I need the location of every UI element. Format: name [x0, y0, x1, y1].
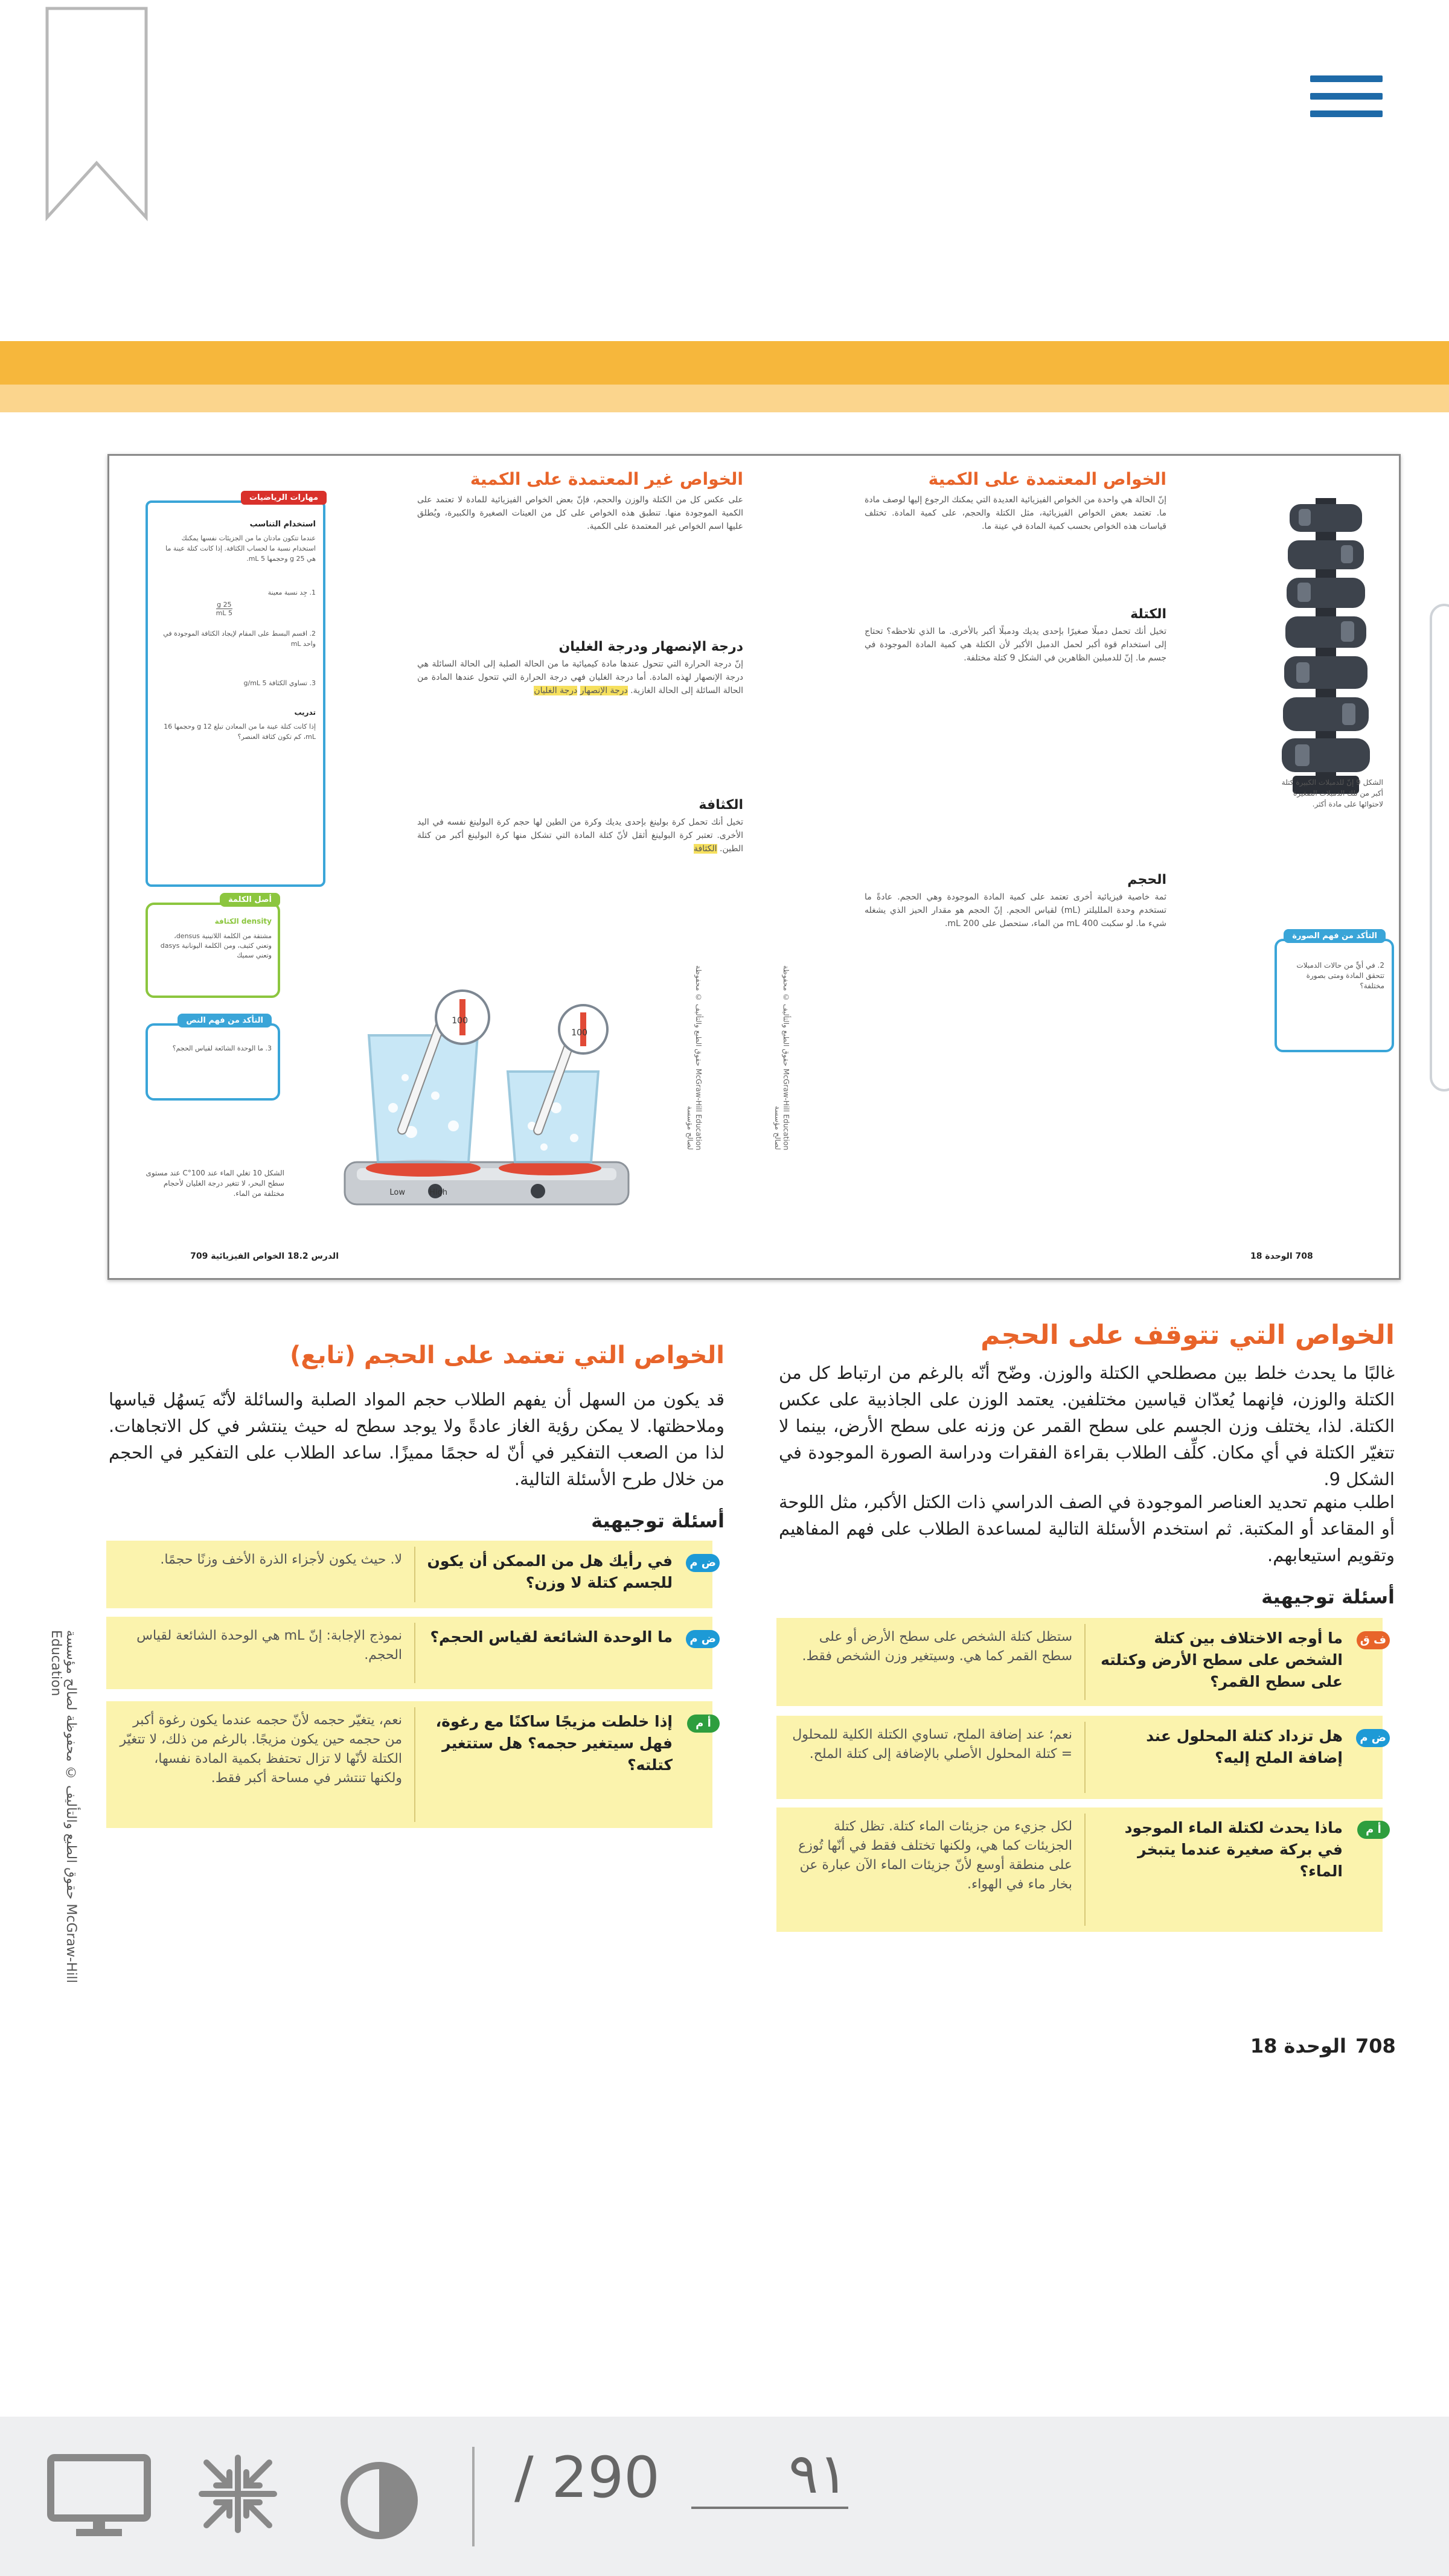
hamburger-menu-icon[interactable] [1310, 75, 1383, 124]
word-origin-box [146, 895, 280, 998]
question-text: ما أوجه الاختلاف بين كتلة الشخص على سطح الأرض وكتلته على سطح القمر؟ [1101, 1629, 1343, 1690]
check-figure-tab: التأكد من فهم الصورة [1284, 929, 1386, 943]
burner-high-label: High [429, 1188, 447, 1197]
melting-text [417, 657, 743, 697]
density-text-body: تخيل أنك تحمل كرة بولينغ بإحدى يديك وكرة من الطين لها حجم كرة البولينغ نفسه في اليد الأخرى. تعتبر كرة البولينغ أثقل لأنّ كتلة المادة التي تشكل منها كرة البولينغ أكبر من كتلة الطين. [417, 817, 743, 854]
boiling-water-illustration [339, 987, 635, 1216]
burner-low-label: Low [389, 1188, 405, 1197]
density-term: الكثافة [693, 844, 717, 854]
collapse-arrows-icon[interactable] [198, 2454, 278, 2534]
copyright-vertical-text: حقوق الطبع والتأليف © محفوظة لصالح مؤسسة McGraw-Hill Education [48, 1630, 78, 1983]
mass-text: تخيل أنك تحمل دمبلًا صغيرًا بإحدى يديك ودمبلًا أكبر بالأخرى. ما الذي تلاحظه؟ تحتاج إلى استخدام قوة أكبر لحمل الدمبل الأكبر لأن الكتلة هي كمية المادة الموجودة في جسم ما. إنّ للدمبلين الظاهرين في الشكل 9 كتلة مختلفة. [865, 627, 1166, 663]
footer-page-number: 708 [1355, 2034, 1396, 2057]
question-level-badge: ض م [686, 1554, 720, 1572]
left-page-footer: الدرس 18.2 الخواص الفيزيائية 709 [190, 1251, 339, 1261]
right-section-paragraph-2: اطلب منهم تحديد العناصر الموجودة في الصف الدراسي ذات الكتل الأكبر، مثل اللوحة أو المقاعد أو المكتبة. ثم استخدم الأسئلة التالية لمساعدة الطلاب على فهم المفاهيم وتقويم استيعابهم. [779, 1492, 1395, 1565]
check-text-tab: التأكد من فهم النص [178, 1014, 272, 1028]
figure-9-caption: الشكل 9 إنّ للدمبلات الكبيرة كتلة أكبر من تلك الدمبلات الصغيرة لاحتوائها على مادة أكثر. [1281, 778, 1383, 808]
melting-heading: درجة الإنصهار ودرجة الغليان [558, 639, 743, 654]
math-practice-text: إذا كانت كتلة عينة ما من المعادن تبلغ 12 g وحجمها 16 mL، كم تكون كثافة العنصر؟ [164, 723, 316, 741]
right-question-row-1 [776, 1618, 1386, 1706]
fraction-numerator: 25 g [217, 601, 232, 609]
check-text-question: 3. ما الوحدة الشائعة لقياس الحجم؟ [172, 1044, 272, 1052]
mass-heading: الكتلة [1130, 607, 1166, 622]
left-section-title: الخواص التي تعتمد على الحجم (تابع) [290, 1341, 724, 1369]
page-spread [107, 454, 1401, 1280]
left-question-row-3 [106, 1701, 712, 1828]
left-page-intro: على عكس كل من الكتلة والوزن والحجم، فإنّ بعض الخواص الفيزيائية للمادة لا تعتمد على الكمية الموجودة منها. تنطبق هذه الخواص على كل من العينات الصغيرة والكبيرة، ويُطلق عليها اسم الخواص غير المعتمدة على الكمية. [417, 495, 743, 531]
answer-text: نعم، يتغيّر حجمه لأنّ حجمه عندما يكون رغوة أكبر من حجمه حين يكون مزيجًا. بالرغم من ذلك، لا تتغيّر الكتلة لأنّها لا تزال تحتفظ بكمية المادة نفسها، ولكنها تنتشر في مساحة أكبر فقط. [120, 1713, 403, 1786]
word-origin-tab: أصل الكلمة [220, 893, 280, 907]
density-text [417, 816, 743, 855]
left-guiding-questions-heading: أسئلة توجيهية [591, 1509, 724, 1532]
scroll-edge-handle[interactable] [1430, 604, 1449, 1091]
question-level-badge: أ م [1357, 1821, 1390, 1839]
figure-10-caption: الشكل 10 تغلي الماء عند 100°C عند مستوى سطح البحر، لا تتغير درجة الغليان لأحجام مختلفة من الماء. [146, 1169, 284, 1198]
left-section-paragraph: قد يكون من السهل أن يفهم الطلاب حجم المواد الصلبة والسائلة لأنّه يَسهُل قياسها وملاحظتها. لا يمكن رؤية الغاز عادةً ولا يوجد سطح له حيث ينتشر في كل الاتجاهات. لذا من الصعب التفكير في أنّ له حجمًا مميزًا. ساعد الطلاب على التفكير في الحجم من خلال طرح الأسئلة التالية. [109, 1389, 724, 1489]
question-cell [1086, 1807, 1383, 1932]
right-page-footer: 708 الوحدة 18 [1250, 1251, 1313, 1261]
math-step-2: 2. اقسم البسط على المقام لإيجاد الكثافة الموجودة في واحد mL [163, 630, 316, 648]
question-level-badge: ف ق [1357, 1631, 1390, 1649]
toolbar-separator [472, 2447, 475, 2546]
answer-text: نعم؛ عند إضافة الملح، تساوي الكتلة الكلية للمحلول = كتلة المحلول الأصلي بالإضافة إلى كتلة الملح. [792, 1727, 1073, 1762]
math-practice-heading: تدريب [294, 708, 316, 717]
answer-text: لكل جزيء من جزيئات الماء كتلة. تظل كتلة الجزيئات كما هي، ولكنها تختلف فقط في أنّها تُوزع على منطقة أوسع لأنّ جزيئات الماء الآن عبارة عن بخار ماء في الهواء. [798, 1819, 1073, 1892]
volume-heading: الحجم [1127, 872, 1166, 887]
question-cell [1086, 1618, 1386, 1706]
math-step-1: 1. جِد نسبة معينة [267, 589, 316, 596]
contrast-icon[interactable] [339, 2461, 419, 2540]
check-figure-text: 2. في أيٍّ من حالات الدمبلات تتحقق المادة ومتى بصورة مختلفة؟ [1296, 961, 1384, 990]
right-section-paragraph: غالبًا ما يحدث خلط بين مصطلحي الكتلة والوزن. وضّح أنّه بالرغم من ارتباط كل من الكتلة والوزن، فإنهما يُعدّان قياسين مختلفين. يعتمد الوزن على الجاذبية على عكس الكتلة. لذا، يختلف وزن الجسم على سطح القمر عن وزنه على سطح الأرض، بينما لا تتغيّر الكتلة في أي مكان. كلِّف الطلاب بقراءة الفقرات ودراسة الصورة الموجودة في الشكل 9. [779, 1363, 1395, 1489]
word-origin-term: density الكثافة [214, 917, 272, 925]
dumbbell-rack-image [1281, 492, 1371, 806]
math-skills-box [146, 493, 325, 887]
right-page-title: الخواص المعتمدة على الكمية [928, 469, 1166, 489]
question-text: في رأيك هل من الممكن أن يكون للجسم كتلة لا وزن؟ [427, 1552, 673, 1591]
answer-text: ستظل كتلة الشخص على سطح الأرض أو على سطح القمر كما هي. وسيتغير وزن الشخص فقط. [802, 1629, 1073, 1664]
math-skills-tab: مهارات الرياضيات [241, 491, 327, 505]
left-page-side-note: McGraw-Hill Education حقوق الطبع والتأليف © محفوظة لصالح مؤسسة [686, 965, 703, 1150]
math-skills-text: عندما تتكون مادتان ما من الجزيئات نفسها يمكنك استخدام نسبة ما لحساب الكثافة. إذا كانت كتلة عينة ما هي 25 g وحجمها 5 mL. [165, 534, 316, 563]
right-question-row-3 [776, 1807, 1383, 1932]
header-band [0, 341, 1449, 385]
question-cell [1086, 1716, 1386, 1799]
answer-text: لا. حيث يكون لأجزاء الذرة الأخف وزنًا حجمًا. [160, 1552, 403, 1567]
melting-text-body: إنّ درجة الحرارة التي تتحول عندها مادة كيميائية ما من الحالة الصلبة إلى الحالة السائلة هي درجة الإنصهار لهذه المادة. أما درجة الغليان فهي درجة الحرارة التي تتحول عندها المادة من الحالة السائلة إلى الحالة الغازية. [417, 659, 743, 695]
question-text: ماذا يحدث لكتلة الماء الموجود في بركة صغيرة عندما يتبخر الماء؟ [1124, 1819, 1343, 1880]
right-question-row-2 [776, 1716, 1386, 1799]
check-text-box [146, 1016, 280, 1101]
thermometer-left-value: 100 [452, 1016, 468, 1026]
question-cell [415, 1617, 716, 1689]
volume-text: ثمة خاصية فيزيائية أخرى تعتمد على كمية المادة الموجودة وهي الحجم. عادةً ما تستخدم وحدة الملليلتر (mL) لقياس الحجم. إنّ الحجم هو مقدار الحيز الذي يشغله شيء ما. لو سكبت 400 mL من الماء، ستحصل على 200 mL. [865, 892, 1166, 928]
right-page-side-note: McGraw-Hill Education حقوق الطبع والتأليف © محفوظة لصالح مؤسسة [773, 965, 790, 1150]
answer-text: نموذج الإجابة: إنّ mL هي الوحدة الشائعة لقياس الحجم. [136, 1628, 403, 1663]
textbook-right-page [755, 456, 1399, 1278]
question-cell [415, 1701, 712, 1828]
header-band-light [0, 385, 1449, 412]
monitor-icon[interactable] [47, 2454, 151, 2539]
question-text: هل تزداد كتلة المحلول عند إضافة الملح إليه؟ [1146, 1727, 1343, 1766]
fraction-denominator: 5 mL [216, 609, 232, 617]
check-figure-box [1275, 932, 1394, 1052]
math-step-3: 3. تساوي الكثافة 5 g/mL [243, 679, 316, 687]
total-pages-label: / 290 [514, 2445, 660, 2511]
question-text: إذا خلطت مزيجًا ساكنًا مع رغوة، فهل سيتغير حجمه؟ هل ستتغير كتلته؟ [435, 1713, 673, 1774]
boiling-point-term: درجة الغليان [534, 686, 578, 695]
density-heading: الكثافة [699, 797, 743, 813]
question-level-badge: ض م [686, 1630, 720, 1648]
right-section-title: الخواص التي تتوقف على الحجم [980, 1320, 1395, 1350]
left-question-row-2 [106, 1617, 716, 1689]
question-level-badge: أ م [687, 1715, 720, 1733]
bookmark-icon[interactable] [42, 5, 151, 222]
math-fraction [216, 601, 232, 617]
question-level-badge: ض م [1356, 1729, 1390, 1747]
textbook-left-page [109, 456, 753, 1278]
right-page-intro: إنّ الحالة هي واحدة من الخواص الفيزيائية العديدة التي يمكنك الرجوع إليها لوصف مادة ما. تعتمد بعض الخواص الفيزيائية، مثل الكتلة والحجم، على كمية المادة. تختلف قياسات هذه الخواص بحسب كمية المادة في عينة ما. [865, 495, 1166, 531]
thermometer-right-value: 100 [571, 1028, 587, 1038]
left-page-title: الخواص غير المعتمدة على الكمية [470, 469, 743, 489]
word-origin-text: مشتقة من الكلمة اللاتينية densus، وتعني كثيف، ومن الكلمة اليونانية dasys وتعني سميك [160, 932, 272, 959]
burner-knob-right [531, 1184, 545, 1198]
footer-unit-label: الوحدة 18 [1250, 2034, 1346, 2057]
left-question-row-1 [106, 1541, 716, 1608]
melting-point-term: درجة الإنصهار [580, 686, 628, 695]
question-cell [415, 1541, 716, 1608]
question-text: ما الوحدة الشائعة لقياس الحجم؟ [430, 1628, 673, 1646]
page-number-input[interactable] [691, 2440, 848, 2509]
right-guiding-questions-heading: أسئلة توجيهية [1261, 1585, 1395, 1608]
math-skills-heading: استخدام التناسب [249, 520, 316, 529]
